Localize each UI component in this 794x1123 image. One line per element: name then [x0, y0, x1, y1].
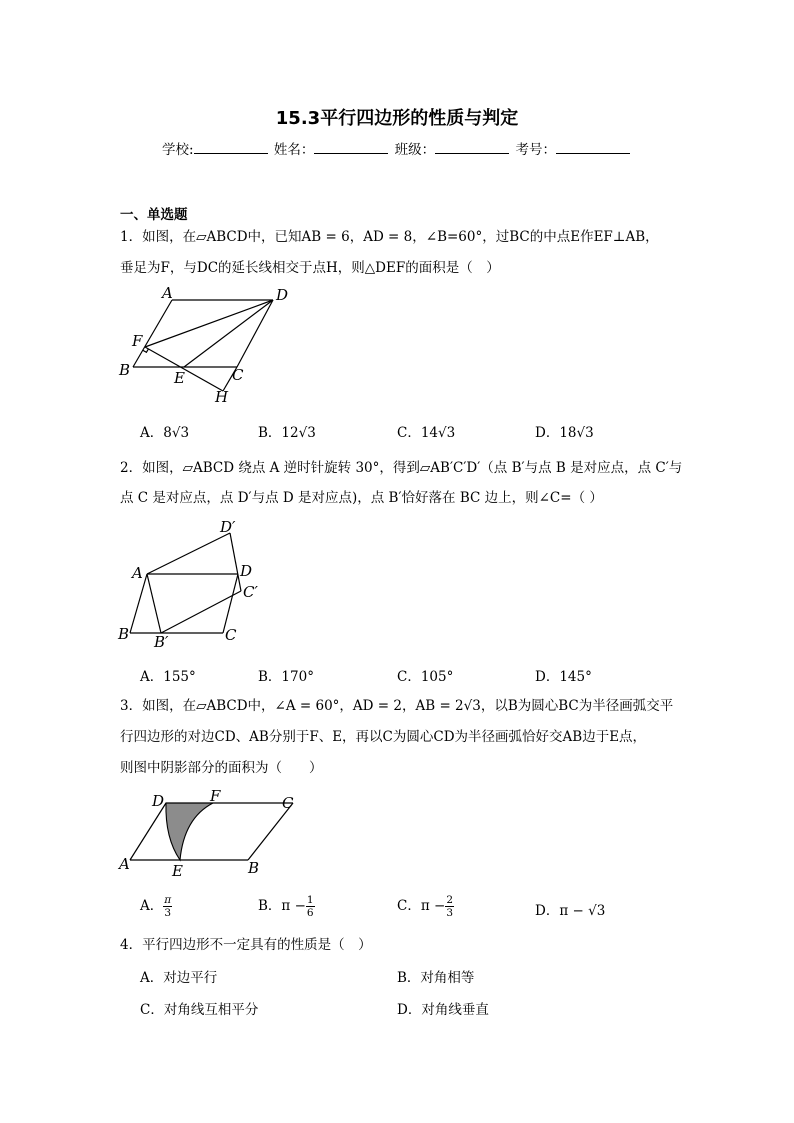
q4-stem: 4．平行四边形不一定具有的性质是（ ） [120, 937, 372, 953]
q2-option-c[interactable]: C．105° [397, 669, 454, 685]
q2-stem-line2: 点 C 是对应点，点 D′与点 D 是对应点)，点 B′恰好落在 BC 边上，则∠C=（ ） [120, 490, 603, 506]
q1-stem-line1: 1．如图，在▱ABCD中，已知AB = 6，AD = 8，∠B=60°，过BC的中点E作EF⊥AB， [120, 229, 659, 245]
q2-option-a[interactable]: A．155° [140, 669, 196, 685]
school-blank[interactable] [194, 141, 268, 154]
q3-label-A: A [119, 855, 130, 873]
q3-option-b-numerator: 1 [306, 894, 314, 906]
q2-label-B2: B′ [154, 633, 169, 651]
q2-option-d[interactable]: D．145° [535, 669, 592, 685]
q3-option-c-denominator: 3 [446, 907, 453, 919]
class-label: 班级： [394, 142, 436, 158]
q3-option-b-prefix: B．π − [258, 898, 306, 914]
q3-label-D: D [152, 792, 165, 810]
q1-label-E: E [174, 369, 185, 387]
q3-option-a-numerator: π [164, 894, 172, 906]
q2-segment-AB2 [147, 574, 161, 633]
q4-option-c[interactable]: C．对角线互相平分 [140, 1002, 259, 1018]
q2-figure [110, 515, 270, 655]
q3-label-F: F [210, 788, 221, 805]
q3-label-B: B [248, 859, 260, 877]
q1-option-c[interactable]: C．14√3 [397, 425, 456, 441]
q3-figure [110, 788, 310, 883]
q3-stem-line1: 3．如图，在▱ABCD中，∠A = 60°，AD = 2，AB = 2√3，以B为圆心BC为半径画弧交平 [120, 698, 674, 714]
q1-segment-FD [145, 300, 273, 347]
q1-label-D: D [276, 286, 289, 304]
q1-label-H: H [215, 388, 229, 406]
q2-label-D: D [240, 562, 253, 580]
page-title: 15.3平行四边形的性质与判定 [275, 108, 519, 129]
q3-stem-line3: 则图中阴影部分的面积为（ ） [120, 760, 323, 776]
name-blank[interactable] [314, 141, 388, 154]
q3-shaded-region [166, 803, 213, 860]
q1-label-A: A [162, 285, 173, 302]
q3-option-a-denominator: 3 [164, 907, 172, 919]
q3-option-c-fraction [445, 894, 454, 919]
q2-label-B: B [118, 625, 130, 643]
q1-label-B: B [119, 361, 131, 379]
q3-option-c-prefix: C．π − [397, 898, 446, 914]
q2-stem-line1: 2．如图，▱ABCD 绕点 A 逆时针旋转 30°，得到▱AB′C′D′（点 B′与点 B 是对应点，点 C′与 [120, 460, 683, 476]
student-info-line [0, 138, 794, 158]
q1-segment-DC [237, 300, 273, 367]
q3-segment-AD [130, 803, 166, 860]
q2-label-C: C [225, 626, 237, 644]
school-label: 学校: [162, 142, 194, 158]
q1-option-b[interactable]: B．12√3 [258, 425, 316, 441]
q3-option-d[interactable]: D．π − √3 [535, 903, 606, 919]
q3-option-c-numerator: 2 [446, 894, 453, 906]
q3-option-b-denominator: 6 [306, 907, 314, 919]
q2-segment-AB [130, 574, 147, 633]
q3-option-a-prefix: A． [140, 898, 164, 914]
q2-option-b[interactable]: B．170° [258, 669, 314, 685]
q3-option-a[interactable] [140, 894, 172, 919]
section-heading: 一、单选题 [120, 207, 188, 223]
q2-label-C2: C′ [243, 583, 258, 601]
name-label: 姓名： [273, 142, 315, 158]
q3-label-E: E [172, 862, 183, 880]
q3-stem-line2: 行四边形的对边CD、AB分别于F、E，再以C为圆心CD为半径画弧恰好交AB边于E点， [120, 729, 647, 745]
q1-stem-line2: 垂足为F，与DC的延长线相交于点H，则△DEF的面积是（ ） [120, 260, 500, 276]
q4-option-d[interactable]: D．对角线垂直 [397, 1002, 489, 1018]
q3-option-b-fraction [306, 894, 315, 919]
q3-option-b[interactable] [258, 894, 315, 919]
q4-option-b[interactable]: B．对角相等 [397, 970, 475, 986]
q1-label-F: F [132, 332, 143, 350]
q1-option-a[interactable]: A．8√3 [140, 425, 190, 441]
exam-no-label: 考号： [515, 142, 556, 158]
exam-no-blank[interactable] [556, 141, 630, 154]
q3-option-c[interactable] [397, 894, 454, 919]
q2-segment-DC [223, 574, 238, 633]
q3-option-a-fraction [163, 894, 172, 919]
q1-figure [110, 285, 310, 407]
class-blank[interactable] [435, 141, 509, 154]
q1-option-d[interactable]: D．18√3 [535, 425, 594, 441]
q3-label-C: C [282, 794, 294, 812]
q1-label-C: C [232, 366, 244, 384]
q2-label-A: A [132, 564, 143, 582]
q2-label-D2: D′ [220, 518, 236, 536]
q2-segment-AD2 [147, 533, 230, 574]
q1-segment-ED [184, 300, 273, 367]
q4-option-a[interactable]: A．对边平行 [140, 970, 218, 986]
